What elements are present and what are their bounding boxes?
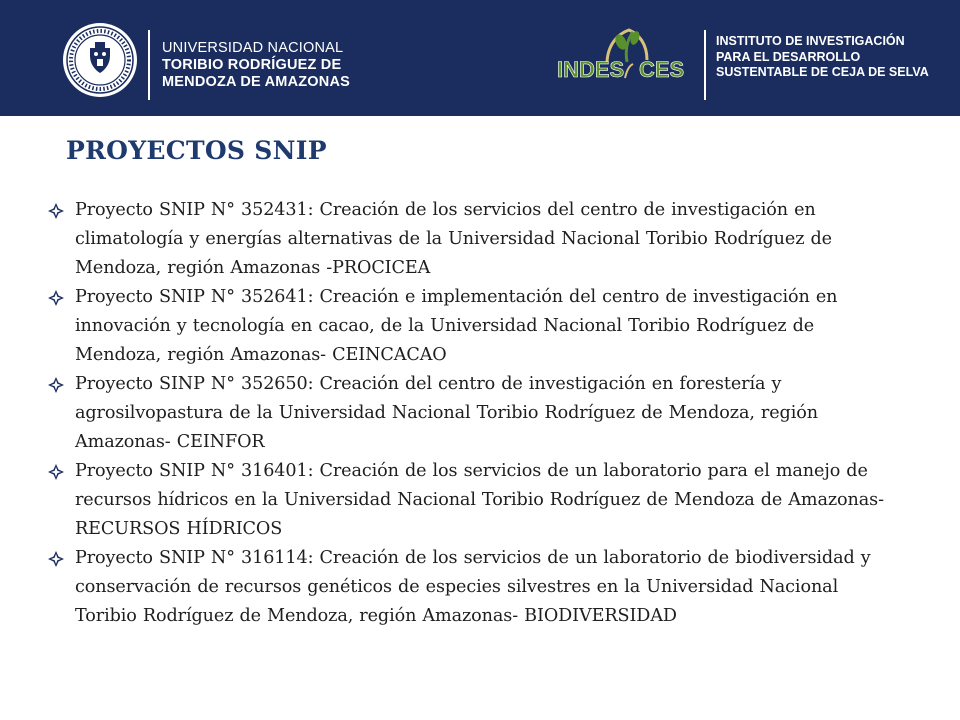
university-name [162,40,350,91]
project-text: Proyecto SNIP N° 316401: Creación de los servicios de un laboratorio para el manejo de recursos hídricos en la Universidad Nacional Toribio Rodríguez de Mendoza de Amazonas- RECURSOS HÍDRICOS [75,461,884,539]
svg-text:CES: CES [639,57,685,82]
institute-name [716,34,929,81]
indes-ces-logo [555,22,695,84]
diamond-bullet-icon [48,377,64,393]
project-text: Proyecto SINP N° 352650: Creación del centro de investigación en forestería y agrosilvopastura de la Universidad Nacional Toribio Rodríguez de Mendoza, región Amazonas- CEINFOR [75,374,818,452]
institute-name-line: PARA EL DESARROLLO [716,49,861,64]
page-title: PROYECTOS SNIP [66,136,327,165]
institute-name-line: INSTITUTO DE INVESTIGACIÓN [716,34,905,48]
diamond-bullet-icon [48,551,64,567]
diamond-bullet-icon [48,290,64,306]
header-divider [704,30,706,100]
project-text: Proyecto SNIP N° 352431: Creación de los servicios del centro de investigación en climatología y energías alternativas de la Universidad Nacional Toribio Rodríguez de Mendoza, región Amazonas -PROCICEA [75,200,832,278]
project-list [48,196,898,631]
diamond-bullet-icon [48,464,64,480]
list-item [48,544,898,631]
university-name-line: TORIBIO RODRÍGUEZ DE [162,57,342,73]
list-item [48,196,898,283]
list-item [48,457,898,544]
header-banner [0,0,960,116]
university-name-line: MENDOZA DE AMAZONAS [162,74,350,90]
list-item [48,283,898,370]
institute-name-line: SUSTENTABLE DE CEJA DE SELVA [716,65,929,79]
svg-text:INDES: INDES [557,57,625,82]
header-divider [148,30,150,100]
university-name-line: UNIVERSIDAD NACIONAL [162,40,344,56]
project-text: Proyecto SNIP N° 316114: Creación de los servicios de un laboratorio de biodiversidad y conservación de recursos genéticos de especies silvestres en la Universidad Nacional Toribio Rodríguez de Mendoza, región Amazonas- BIODIVERSIDAD [75,548,871,626]
diamond-bullet-icon [48,203,64,219]
project-text: Proyecto SNIP N° 352641: Creación e implementación del centro de investigación en innovación y tecnología en cacao, de la Universidad Nacional Toribio Rodríguez de Mendoza, región Amazonas- CEINCACAO [75,287,838,365]
list-item [48,370,898,457]
university-seal-logo [62,22,138,98]
